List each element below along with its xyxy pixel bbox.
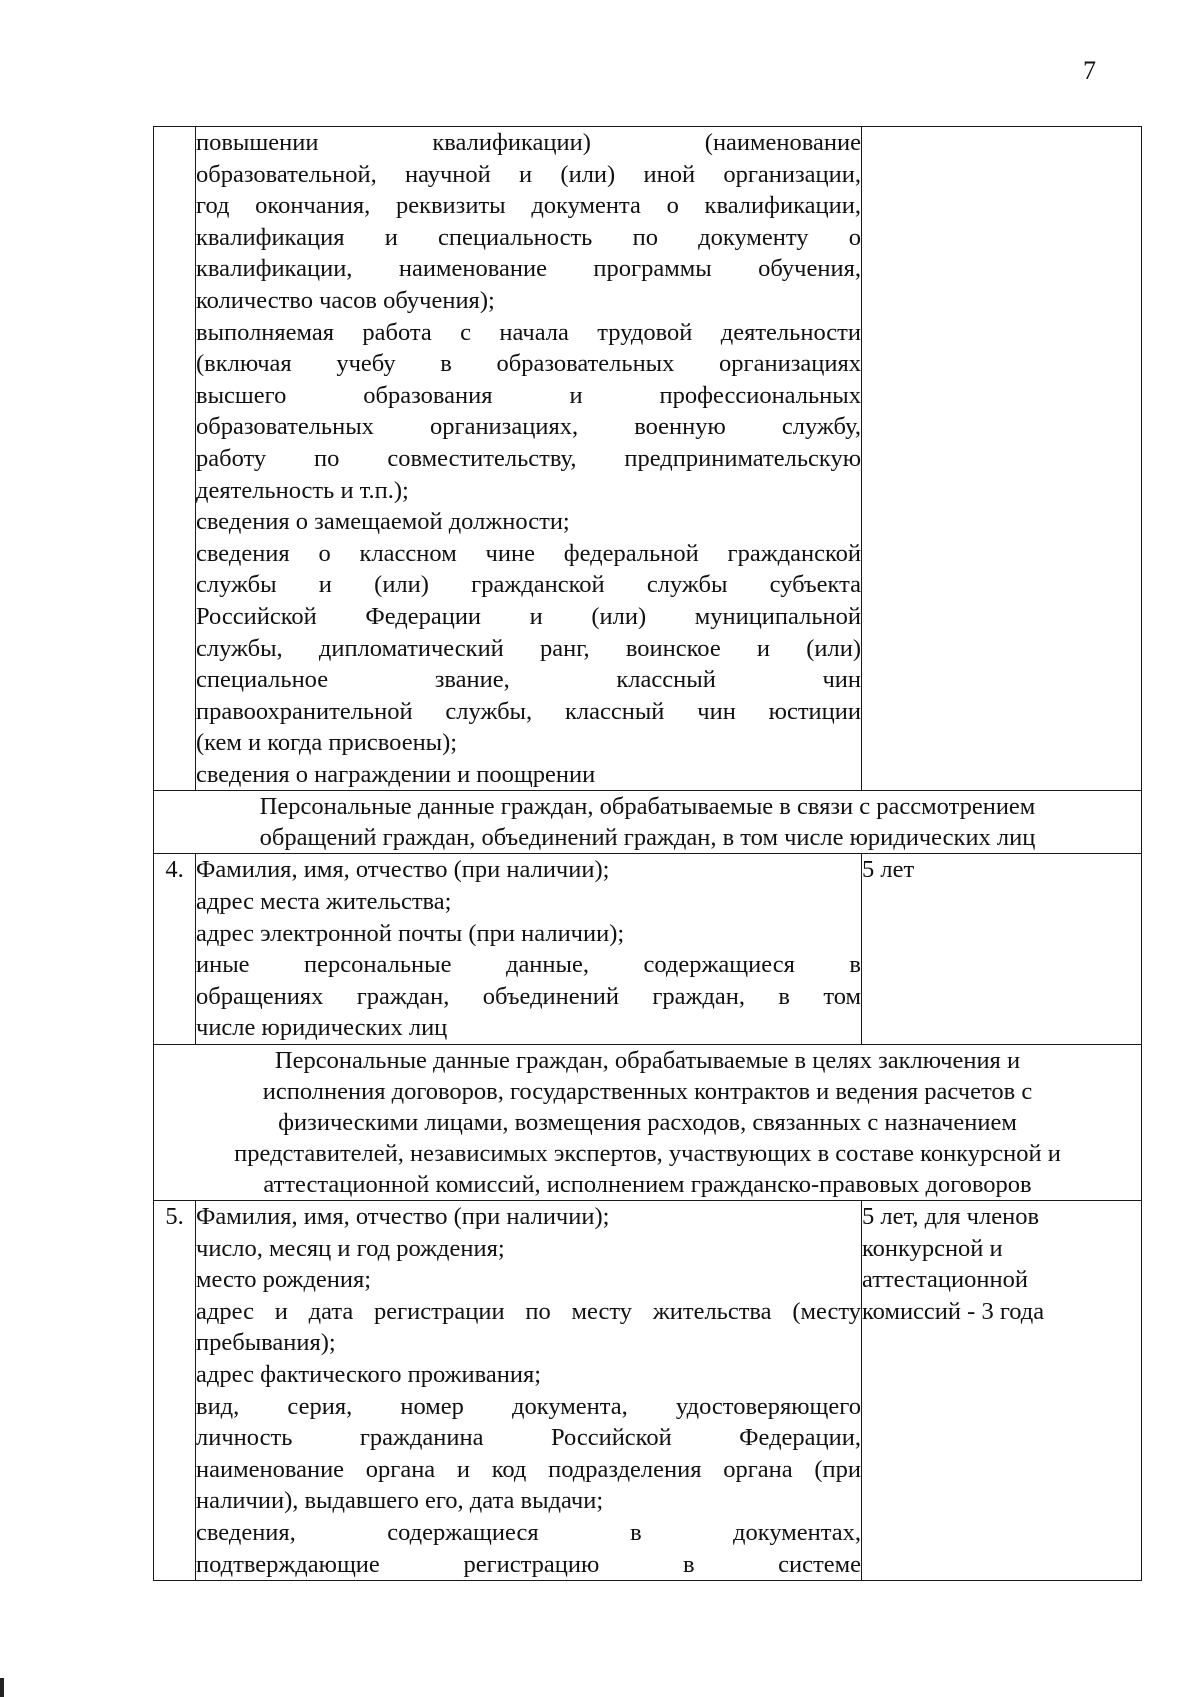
text-line: сведения о замещаемой должности;: [196, 508, 570, 536]
text-line: сведения, содержащиеся в документах,: [196, 1518, 861, 1546]
text-line: вид, серия, номер документа, удостоверяющего: [196, 1392, 861, 1420]
row-term-cell: [862, 127, 1142, 791]
row-content-cell: [196, 854, 862, 1045]
row-term: [862, 1201, 1142, 1581]
section-header-row: [154, 1045, 1142, 1201]
text-line: образовательных организациях, военную службу,: [196, 413, 861, 441]
text-line: правоохранительной службы, классный чин юстиции: [196, 697, 861, 725]
text-line: образовательной, научной и (или) иной организации,: [196, 160, 861, 188]
scan-margin-mark: [0, 1678, 4, 1697]
text-line: адрес фактического проживания;: [196, 1361, 542, 1388]
text-line: Фамилия, имя, отчество (при наличии);: [196, 856, 610, 884]
text-line: место рождения;: [196, 1266, 372, 1294]
row-number: 5.: [154, 1201, 196, 1581]
page-number: 7: [1083, 56, 1096, 85]
row-content-cell: [196, 1201, 862, 1581]
text-line: специальное звание, классный чин: [196, 666, 861, 694]
row-number-cell: [154, 127, 196, 791]
section-header-line: Персональные данные граждан, обрабатываемые в целях заключения и: [274, 1047, 1021, 1075]
section-header-line: исполнения договоров, государственных контрактов и ведения расчетов с: [262, 1078, 1033, 1106]
text-line: наличии), выдавшего его, дата выдачи;: [196, 1487, 604, 1515]
personal-data-table: [153, 126, 1142, 1581]
section-header-line: аттестационной комиссий, исполнением гражданско-правовых договоров: [263, 1171, 1032, 1199]
section-header-row: [154, 791, 1142, 854]
section-header: [154, 791, 1142, 854]
term-line: 5 лет, для членов: [862, 1203, 1040, 1231]
table-row-continued: [154, 127, 1142, 791]
term-line: конкурсной и: [862, 1234, 1003, 1262]
row-term: [862, 854, 1142, 1045]
text-line: сведения о награждении и поощрении: [196, 760, 596, 788]
section-header-line: Персональные данные граждан, обрабатываемые в связи с рассмотрением: [259, 793, 1036, 821]
text-line: деятельность и т.п.);: [196, 476, 409, 504]
text-line: (включая учебу в образовательных организациях: [196, 350, 861, 378]
section-header-line: физическими лицами, возмещения расходов, связанных с назначением: [278, 1109, 1017, 1137]
text-line: адрес электронной почты (при наличии);: [196, 919, 625, 947]
text-line: Российской Федерации и (или) муниципальной: [196, 602, 861, 630]
row-content-cell: [196, 127, 862, 791]
text-line: службы, дипломатический ранг, воинское и (или): [196, 634, 861, 662]
table-row: [154, 854, 1142, 1045]
text-line: Фамилия, имя, отчество (при наличии);: [196, 1203, 610, 1231]
text-line: адрес места жительства;: [196, 888, 452, 916]
section-header-line: обращений граждан, объединений граждан, в том числе юридических лиц: [259, 824, 1036, 852]
text-line: адрес и дата регистрации по месту жительства (месту: [196, 1297, 861, 1325]
section-header-line: представителей, независимых экспертов, участвующих в составе конкурсной и: [234, 1140, 1061, 1168]
table-row: [154, 1201, 1142, 1581]
term-line: комиссий - 3 года: [862, 1297, 1045, 1325]
text-line: личность гражданина Российской Федерации,: [196, 1424, 861, 1452]
text-line: пребывания);: [196, 1329, 336, 1357]
term-line: 5 лет: [862, 856, 915, 884]
text-line: квалификация и специальность по документу о: [196, 223, 861, 251]
text-line: подтверждающие регистрацию в системе: [196, 1550, 861, 1578]
text-line: службы и (или) гражданской службы субъекта: [196, 571, 861, 599]
text-line: наименование органа и код подразделения органа (при: [196, 1455, 861, 1483]
term-line: аттестационной: [862, 1266, 1028, 1294]
text-line: иные персональные данные, содержащиеся в: [196, 951, 861, 979]
text-line: выполняемая работа с начала трудовой деятельности: [196, 318, 861, 346]
text-line: сведения о классном чине федеральной гражданской: [196, 539, 861, 567]
text-line: работу по совместительству, предпринимательскую: [196, 444, 861, 472]
text-line: числе юридических лиц: [196, 1014, 448, 1042]
section-header: [154, 1045, 1142, 1201]
text-line: (кем и когда присвоены);: [196, 729, 458, 757]
text-line: год окончания, реквизиты документа о квалификации,: [196, 192, 861, 220]
text-line: повышении квалификации) (наименование: [196, 129, 861, 156]
text-line: количество часов обучения);: [196, 286, 495, 314]
text-line: квалификации, наименование программы обучения,: [196, 255, 861, 283]
text-line: обращениях граждан, объединений граждан, в том: [196, 982, 861, 1010]
text-line: высшего образования и профессиональных: [196, 381, 861, 409]
row-number: 4.: [154, 854, 196, 1045]
text-line: число, месяц и год рождения;: [196, 1234, 505, 1262]
